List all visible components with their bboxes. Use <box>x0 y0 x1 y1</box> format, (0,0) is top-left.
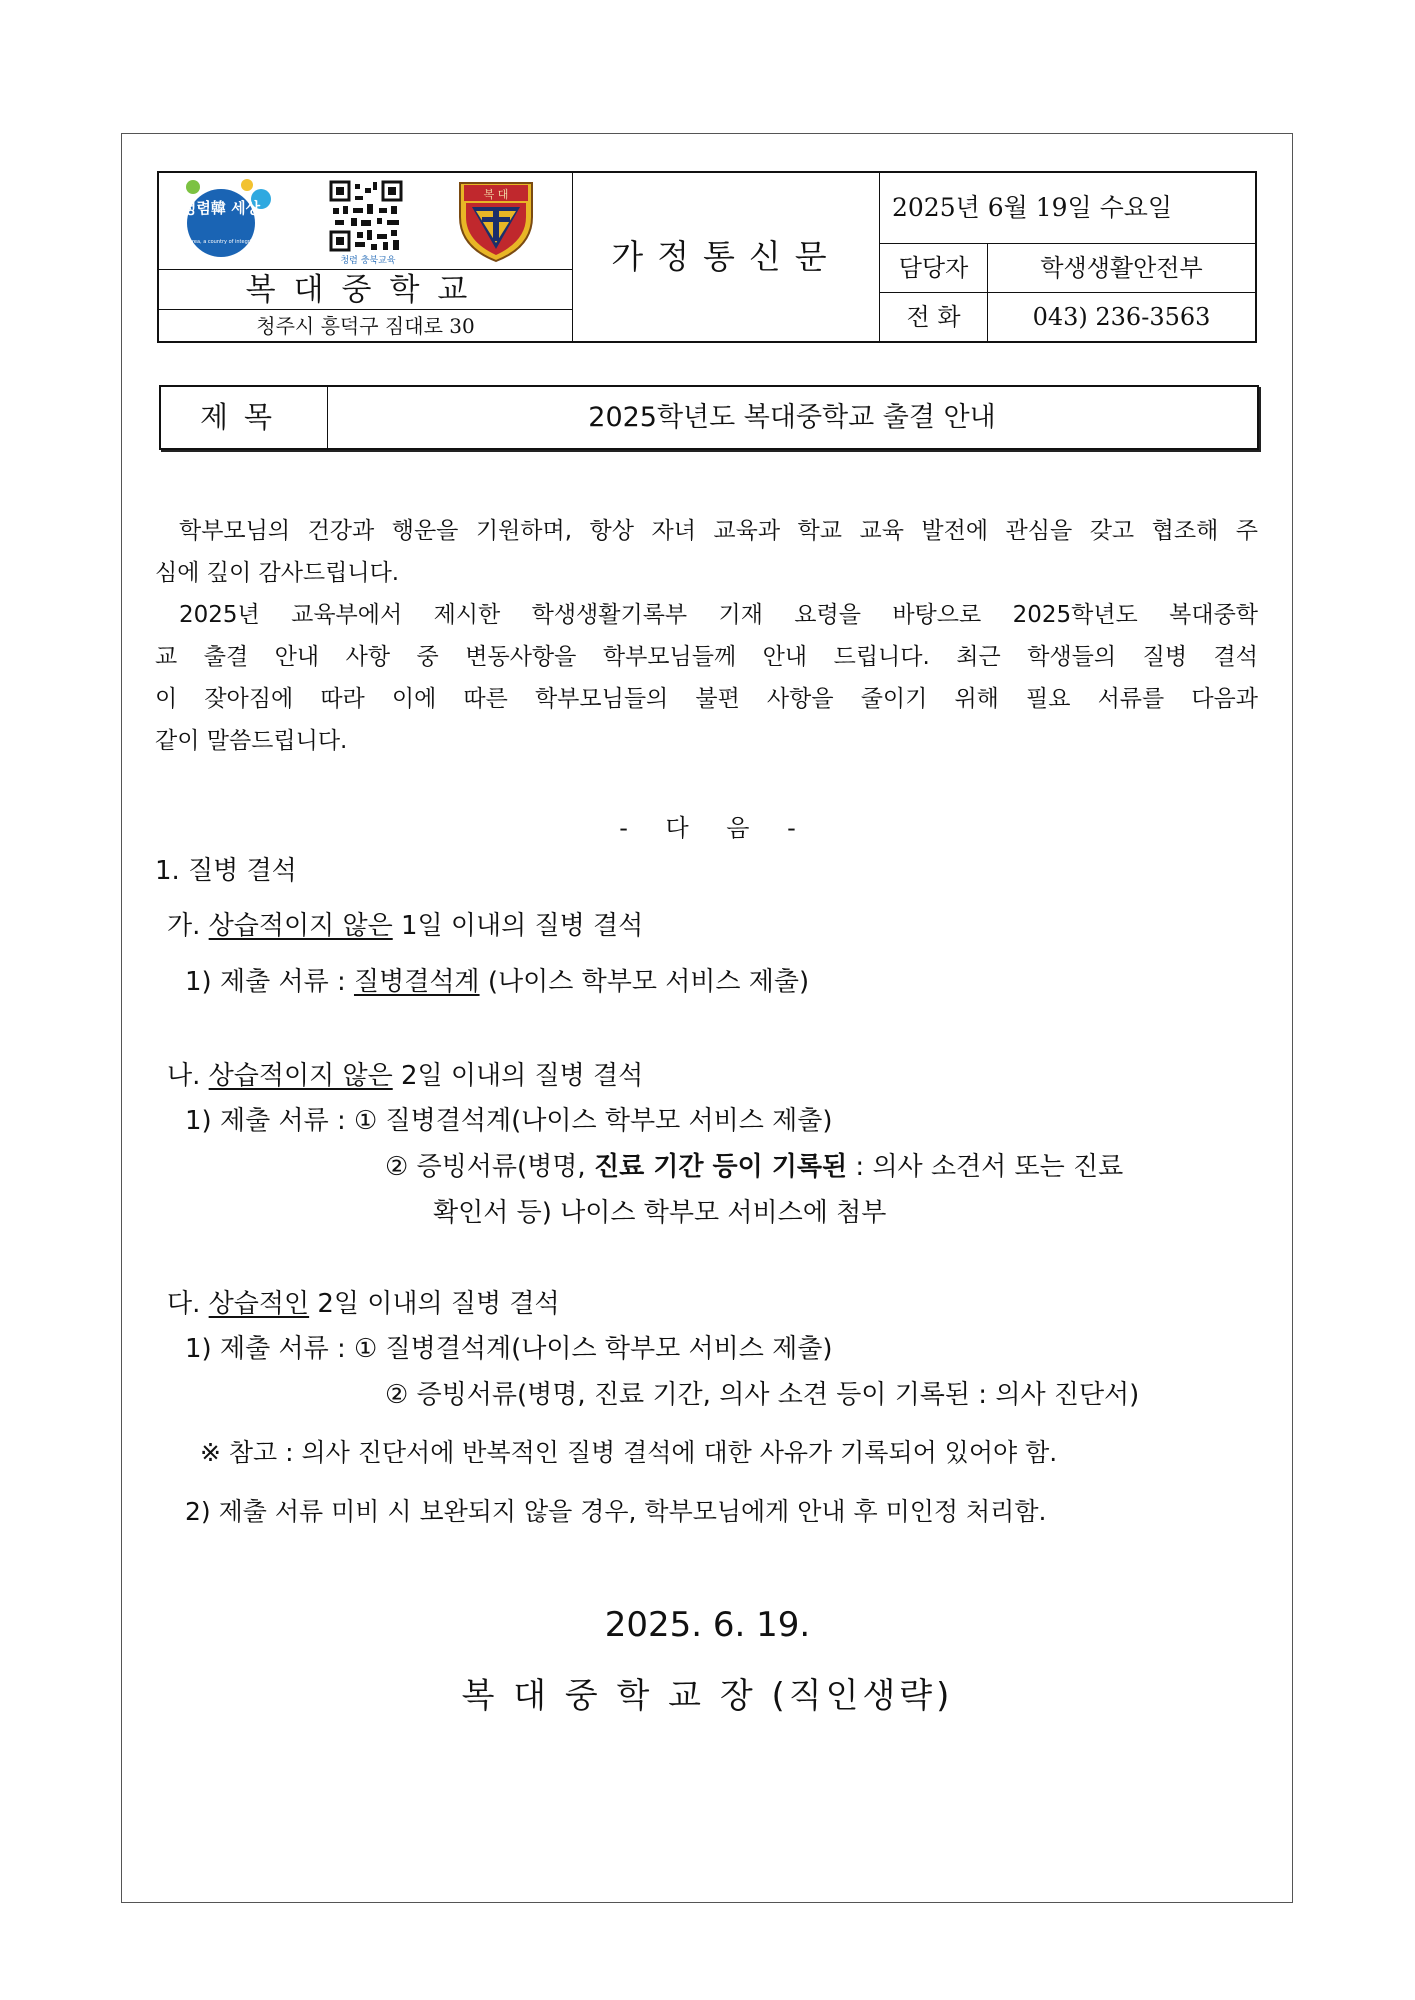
item-b-doc-line2-b: : 의사 소견서 또는 진료 <box>847 1152 1124 1182</box>
manager-value: 학생생활안전부 <box>988 243 1255 292</box>
item-c-prefix: 다. <box>167 1289 209 1319</box>
school-emblem-icon <box>456 177 536 263</box>
item-a-heading <box>167 905 643 942</box>
item-b-prefix: 나. <box>167 1061 209 1091</box>
intro-p2-line4: 같이 말씀드립니다. <box>155 728 348 754</box>
item-b-heading <box>167 1055 643 1092</box>
item-c-note: ※ 참고 : 의사 진단서에 반복적인 질병 결석에 대한 사유가 기록되어 있어야 함. <box>200 1438 1058 1467</box>
item-b-doc-line1: 1) 제출 서류 : ① 질병결석계(나이스 학부모 서비스 제출) <box>185 1106 833 1136</box>
slogan-text: 청렴韓 세상 <box>181 199 261 217</box>
newsletter-header <box>157 171 1257 343</box>
school-address: 청주시 흥덕구 짐대로 30 <box>159 309 572 341</box>
item-c-heading <box>167 1283 560 1320</box>
section-title: 1. 질병 결석 <box>155 856 297 886</box>
item-b-doc-line2-bold: 진료 기간 등이 기록된 <box>593 1152 848 1182</box>
qr-caption: 청렴 충북교육 <box>340 256 396 266</box>
item-b-doc-line2-a: ② 증빙서류(병명, <box>385 1152 594 1182</box>
subject-box <box>159 385 1259 450</box>
principal-signature: 복 대 중 학 교 장 (직인생략) <box>461 1676 954 1716</box>
item-b-emphasis: 상습적이지 않은 <box>208 1061 393 1091</box>
item-a-prefix: 가. <box>167 911 209 941</box>
manager-label: 담당자 <box>880 243 988 292</box>
footer-date: 2025. 6. 19. <box>604 1605 811 1645</box>
item-b-rest: 2일 이내의 질병 결석 <box>392 1061 644 1091</box>
intro-p1-line1: 학부모님의 건강과 행운을 기원하며, 항상 자녀 교육과 학교 교육 발전에 관심을 갖고 협조해 주 <box>179 518 1258 544</box>
intro-p2-line3: 이 잦아짐에 따라 이에 따른 학부모님들의 불편 사항을 줄이기 위해 필요 서류를 다음과 <box>155 686 1258 712</box>
phone-value: 043) 236-3563 <box>988 292 1255 341</box>
item-a-documents <box>185 961 809 998</box>
logo-area <box>159 173 572 269</box>
item-c-doc-line1: 1) 제출 서류 : ① 질병결석계(나이스 학부모 서비스 제출) <box>185 1334 833 1364</box>
subject-text: 2025학년도 복대중학교 출결 안내 <box>588 402 996 433</box>
item-a-doc-emphasis: 질병결석계 <box>353 967 480 997</box>
item-a-rest: 1일 이내의 질병 결석 <box>392 911 644 941</box>
item-b-doc-line2 <box>385 1146 1123 1183</box>
item-c-doc-line2: ② 증빙서류(병명, 진료 기간, 의사 소견 등이 기록된 : 의사 진단서) <box>385 1380 1140 1410</box>
item-c-item2: 2) 제출 서류 미비 시 보완되지 않을 경우, 학부모님에게 안내 후 미인정 처리함. <box>185 1497 1047 1526</box>
notice-heading: - 다 음 - <box>619 814 796 842</box>
intro-p2-line2: 교 출결 안내 사항 중 변동사항을 학부모님들께 안내 드립니다. 최근 학생들의 질병 결석 <box>155 644 1258 670</box>
subject-label: 제목 <box>161 387 328 448</box>
integrity-slogan-logo <box>179 177 279 265</box>
item-a-emphasis: 상습적이지 않은 <box>208 911 393 941</box>
issue-date: 2025년 6월 19일 수요일 <box>892 193 1173 222</box>
item-c-emphasis: 상습적인 <box>208 1289 310 1319</box>
qr-code-icon <box>327 178 405 254</box>
emblem-text: 복 대 <box>483 188 509 201</box>
item-a-doc-rest: (나이스 학부모 서비스 제출) <box>479 967 810 997</box>
phone-label: 전 화 <box>880 292 988 341</box>
school-name: 복대중학교 <box>159 269 572 309</box>
item-c-rest: 2일 이내의 질병 결석 <box>309 1289 560 1319</box>
intro-p1-line2: 심에 깊이 감사드립니다. <box>155 560 400 586</box>
newsletter-title: 가정통신문 <box>572 173 880 341</box>
intro-p2-line1: 2025년 교육부에서 제시한 학생생활기록부 기재 요령을 바탕으로 2025학년도 복대중학 <box>179 602 1258 628</box>
slogan-small-text: Korea, a country of integrity <box>185 239 257 245</box>
item-b-doc-line3: 확인서 등) 나이스 학부모 서비스에 첨부 <box>433 1198 887 1228</box>
item-a-doc-prefix: 1) 제출 서류 : <box>185 967 354 997</box>
